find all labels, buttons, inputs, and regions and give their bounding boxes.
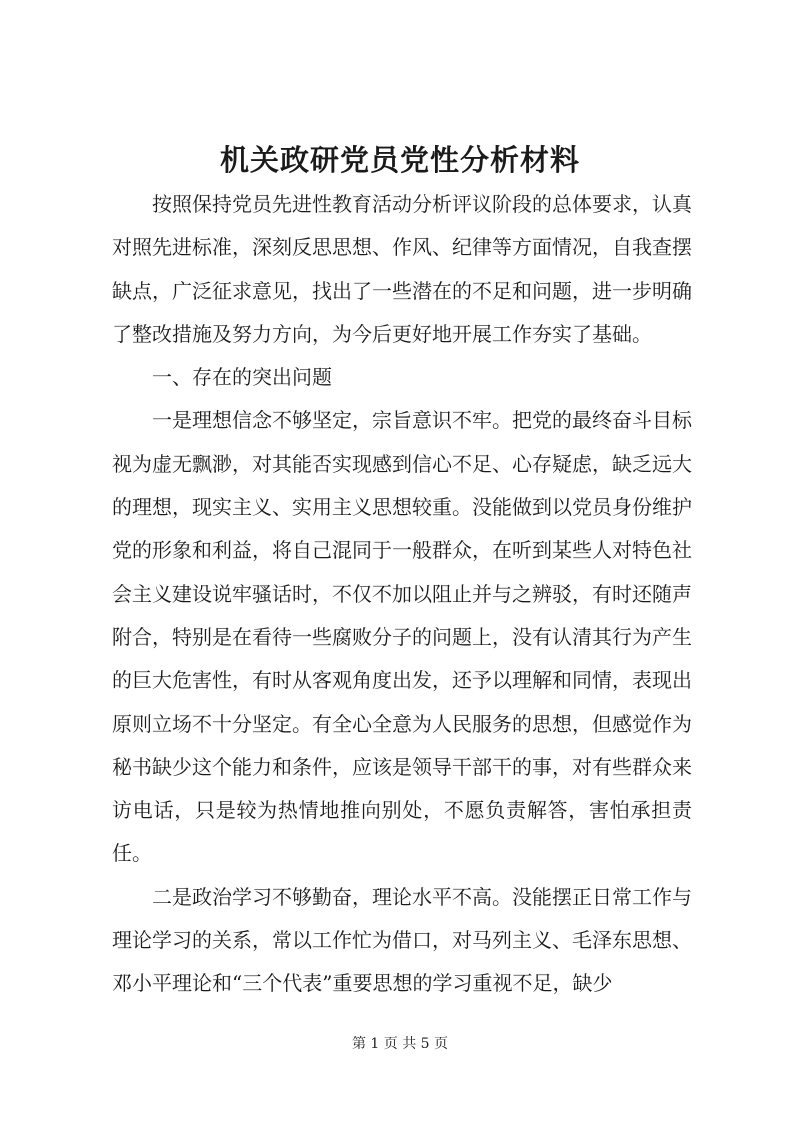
intro-paragraph: 按照保持党员先进性教育活动分析评议阶段的总体要求，认真对照先进标准，深刻反思思想、作风、纪律等方面情况，自我查摆缺点，广泛征求意见，找出了一些潜在的不足和问题，进一步明确了整改措施及努力方向，为今后更好地开展工作夯实了基础。	[112, 192, 692, 346]
page-number-footer: 第 1 页 共 5 页	[351, 1036, 449, 1052]
section-heading: 一、存在的突出问题	[152, 365, 332, 390]
body-paragraph: 二是政治学习不够勤奋，理论水平不高。没能摆正日常工作与理论学习的关系，常以工作忙为借口，对马列主义、毛泽东思想、邓小平理论和“三个代表”重要思想的学习重视不足，缺少	[112, 884, 692, 996]
document-title: 机关政研党员党性分析材料	[219, 143, 580, 177]
document-body	[112, 183, 692, 1006]
body-paragraph: 一是理想信念不够坚定，宗旨意识不牢。把党的最终奋斗目标视为虚无飘渺，对其能否实现感到信心不足、心存疑虑，缺乏远大的理想，现实主义、实用主义思想较重。没能做到以党员身份维护党的形象和利益，将自己混同于一般群众，在听到某些人对特色社会主义建设说牢骚话时，不仅不加以阻止并与之辨驳，有时还随声附合，特别是在看待一些腐败分子的问题上，没有认清其行为产生的巨大危害性，有时从客观角度出发，还予以理解和同情，表现出原则立场不十分坚定。有全心全意为人民服务的思想，但感觉作为秘书缺少这个能力和条件，应该是领导干部干的事，对有些群众来访电话，只是较为热情地推向别处，不愿负责解答，害怕承担责任。	[112, 408, 692, 866]
